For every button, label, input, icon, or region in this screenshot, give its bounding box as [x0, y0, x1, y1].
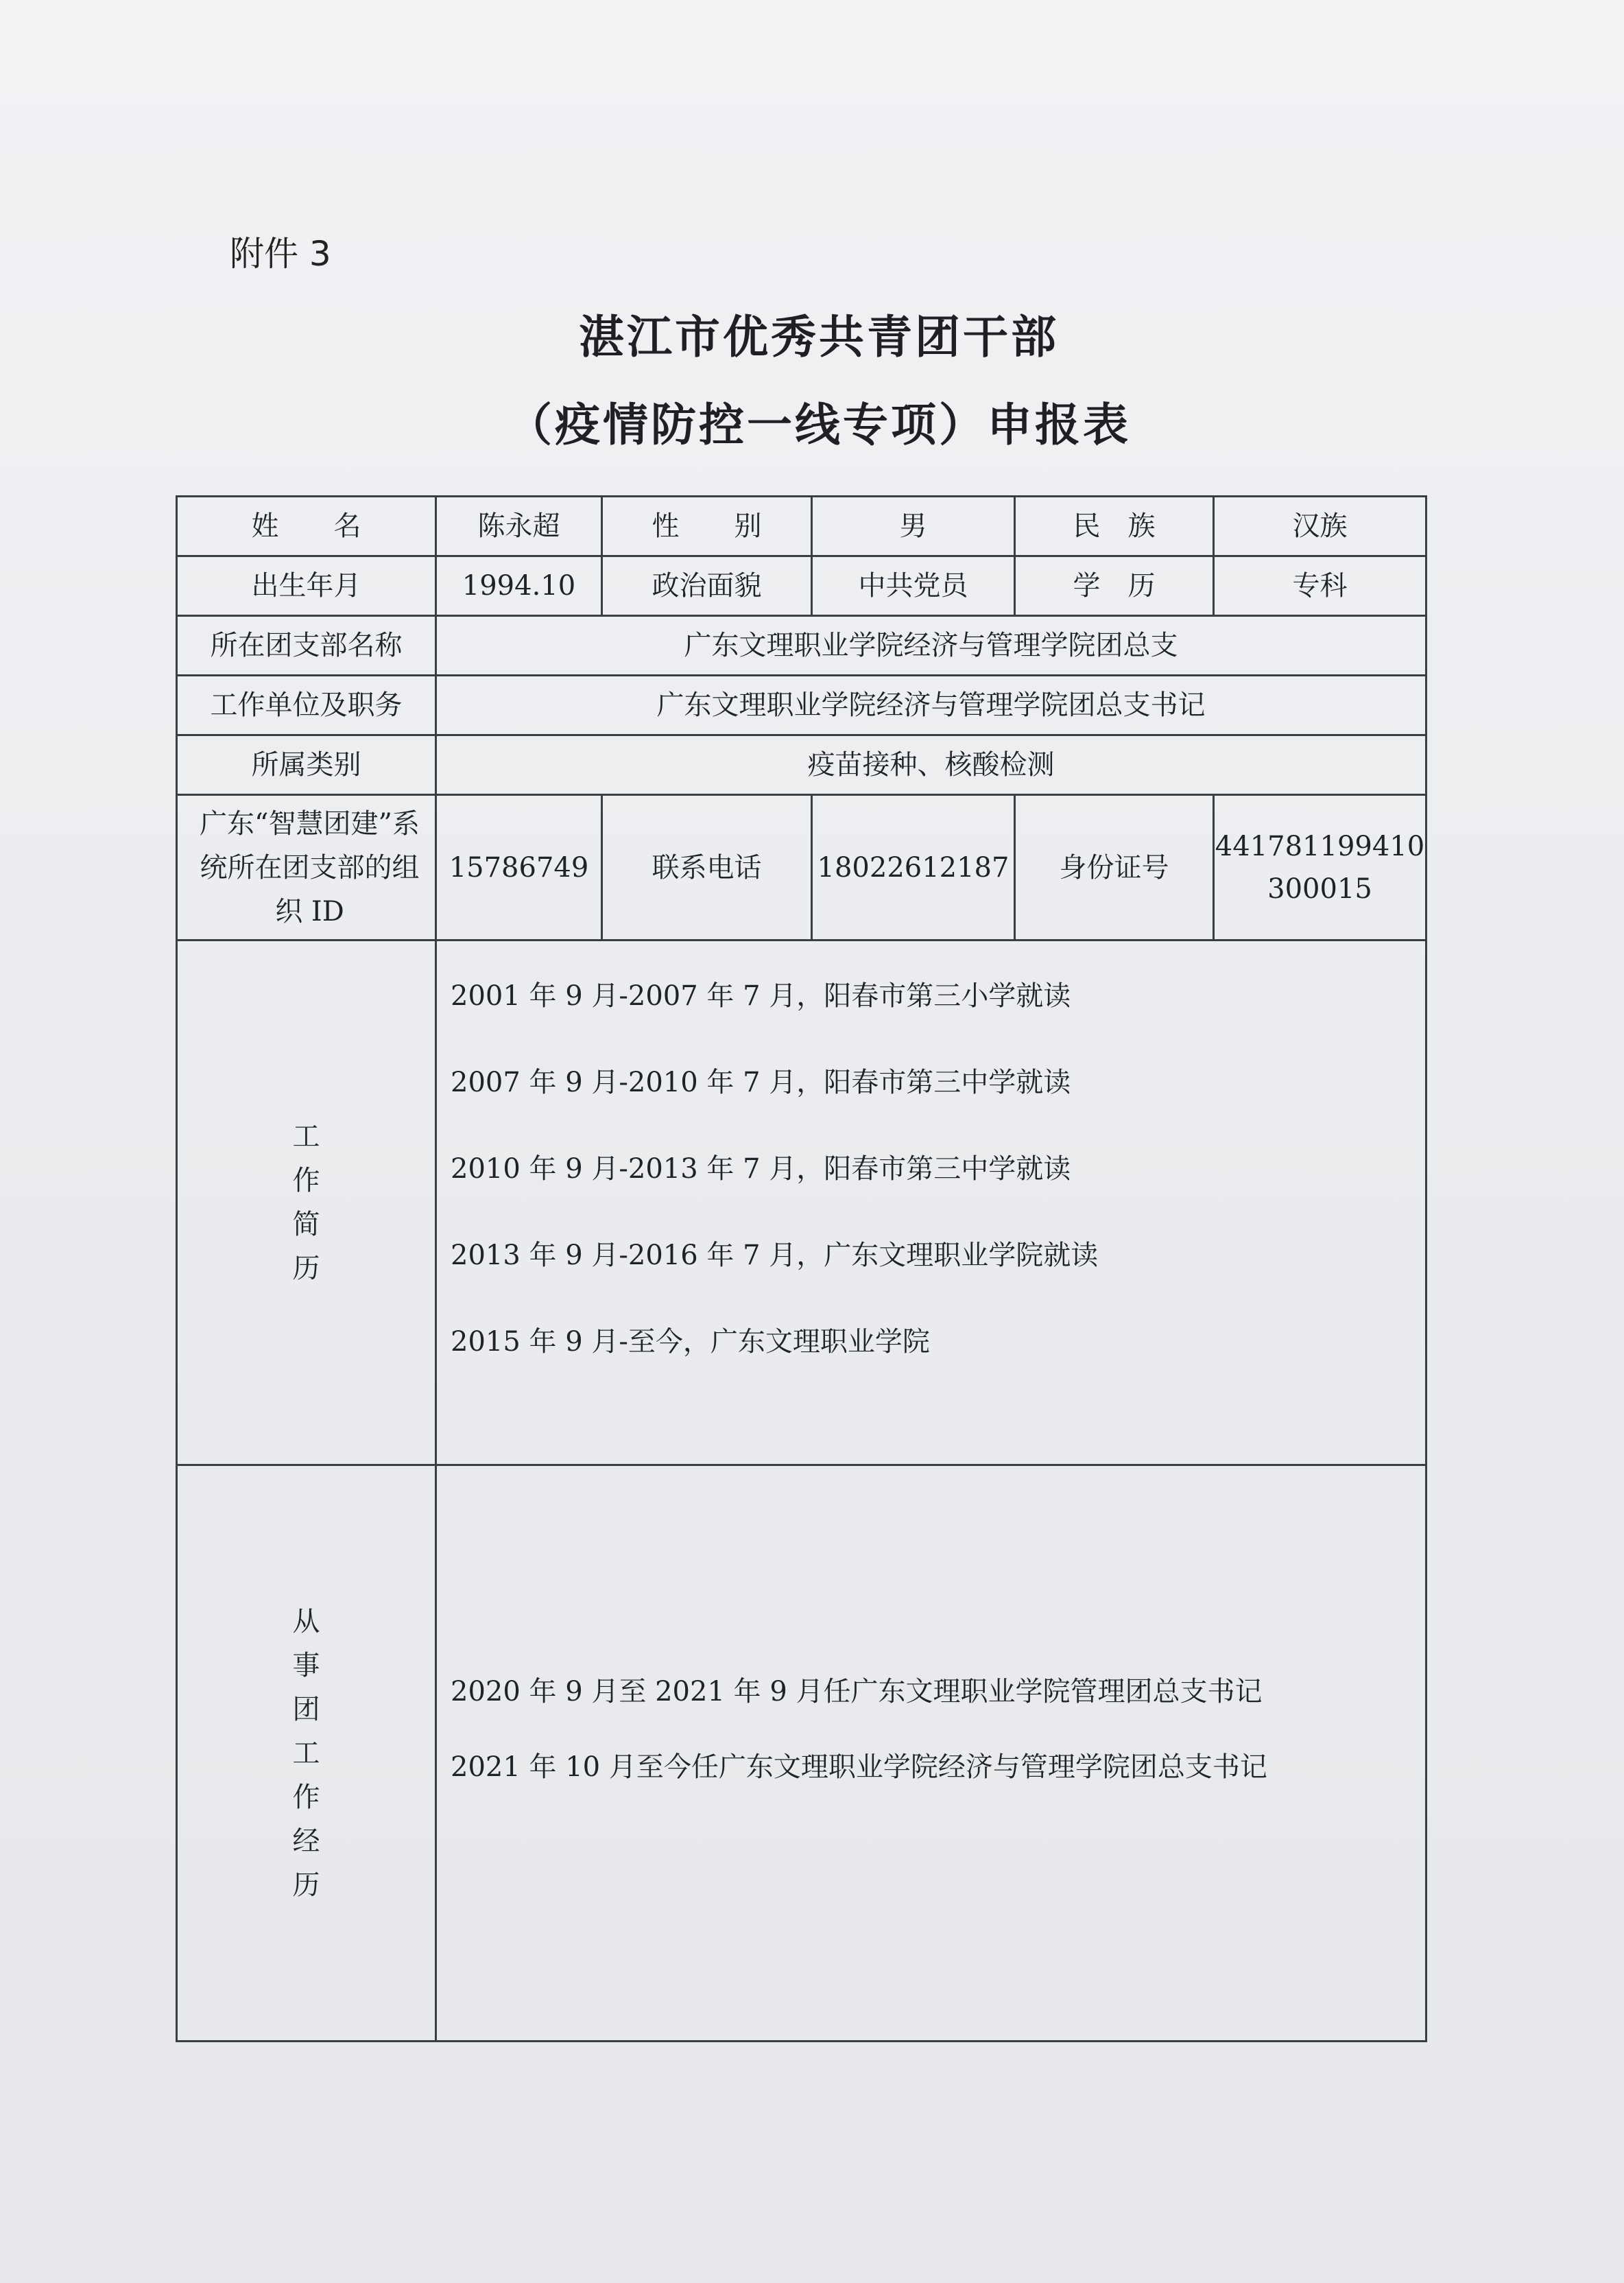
row-category — [177, 735, 1426, 795]
category-label: 所属类别 — [177, 735, 436, 795]
education-label: 学 历 — [1015, 556, 1214, 616]
row-basic-info-2 — [177, 556, 1426, 616]
gender-value: 男 — [812, 497, 1015, 556]
row-basic-info-1 — [177, 497, 1426, 556]
resume-entry: 2013 年 9 月-2016 年 7 月，广东文理职业学院就读 — [451, 1240, 1099, 1271]
work-label: 工作单位及职务 — [177, 676, 436, 735]
name-value: 陈永超 — [436, 497, 602, 556]
resume-entry: 2015 年 9 月-至今，广东文理职业学院 — [451, 1326, 930, 1358]
application-form-table — [176, 495, 1427, 2042]
resume-entry: 2007 年 9 月-2010 年 7 月，阳春市第三中学就读 — [451, 1067, 1071, 1098]
resume-label-char: 历 — [292, 1253, 320, 1284]
org-id-label: 广东“智慧团建”系统所在团支部的组织 ID — [177, 795, 436, 941]
row-branch — [177, 616, 1426, 676]
birth-value: 1994.10 — [436, 556, 602, 616]
row-work — [177, 676, 1426, 735]
attachment-label: 附件 3 — [230, 234, 331, 274]
resume-label-char: 作 — [292, 1165, 320, 1196]
phone-label: 联系电话 — [602, 795, 812, 941]
experience-entry: 2020 年 9 月至 2021 年 9 月任广东文理职业学院管理团总支书记 — [451, 1675, 1263, 1707]
branch-label: 所在团支部名称 — [177, 616, 436, 676]
experience-label — [177, 1465, 436, 2042]
name-label: 姓 名 — [177, 497, 436, 556]
experience-entry: 2021 年 10 月至今任广东文理职业学院经济与管理学院团总支书记 — [451, 1751, 1267, 1783]
resume-label-char: 简 — [292, 1209, 320, 1240]
education-value: 专科 — [1214, 556, 1426, 616]
form-title: 湛江市优秀共青团干部 — [579, 311, 1059, 364]
experience-label-char: 事 — [292, 1649, 320, 1681]
category-value: 疫苗接种、核酸检测 — [436, 735, 1426, 795]
resume-label-char: 工 — [292, 1121, 320, 1152]
work-value: 广东文理职业学院经济与管理学院团总支书记 — [436, 676, 1426, 735]
idcard-value-line1: 441781199410 — [1215, 830, 1425, 862]
form-subtitle: （疫情防控一线专项）申报表 — [507, 399, 1131, 451]
row-resume — [177, 941, 1426, 1465]
resume-label-vertical — [289, 1115, 324, 1290]
experience-label-char: 工 — [292, 1737, 320, 1769]
idcard-label: 身份证号 — [1015, 795, 1214, 941]
ethnicity-value: 汉族 — [1214, 497, 1426, 556]
ethnicity-label: 民 族 — [1015, 497, 1214, 556]
resume-list — [451, 941, 1425, 1415]
experience-label-char: 团 — [292, 1693, 320, 1725]
branch-value: 广东文理职业学院经济与管理学院团总支 — [436, 616, 1426, 676]
experience-content — [436, 1465, 1426, 2042]
row-league-experience — [177, 1465, 1426, 2042]
politics-value: 中共党员 — [812, 556, 1015, 616]
resume-content — [436, 941, 1426, 1465]
experience-label-char: 经 — [292, 1825, 320, 1857]
experience-label-char: 从 — [292, 1605, 320, 1637]
row-contact — [177, 795, 1426, 941]
birth-label: 出生年月 — [177, 556, 436, 616]
org-id-value: 15786749 — [436, 795, 602, 941]
experience-label-char: 作 — [292, 1781, 320, 1813]
experience-label-char: 历 — [292, 1869, 320, 1901]
politics-label: 政治面貌 — [602, 556, 812, 616]
experience-label-vertical — [289, 1600, 324, 1907]
idcard-value-line2: 300015 — [1267, 873, 1372, 905]
gender-label: 性 别 — [602, 497, 812, 556]
idcard-value — [1214, 795, 1426, 941]
phone-value: 18022612187 — [812, 795, 1015, 941]
resume-label — [177, 941, 436, 1465]
resume-entry: 2010 年 9 月-2013 年 7 月，阳春市第三中学就读 — [451, 1153, 1071, 1185]
resume-entry: 2001 年 9 月-2007 年 7 月，阳春市第三小学就读 — [451, 980, 1071, 1012]
